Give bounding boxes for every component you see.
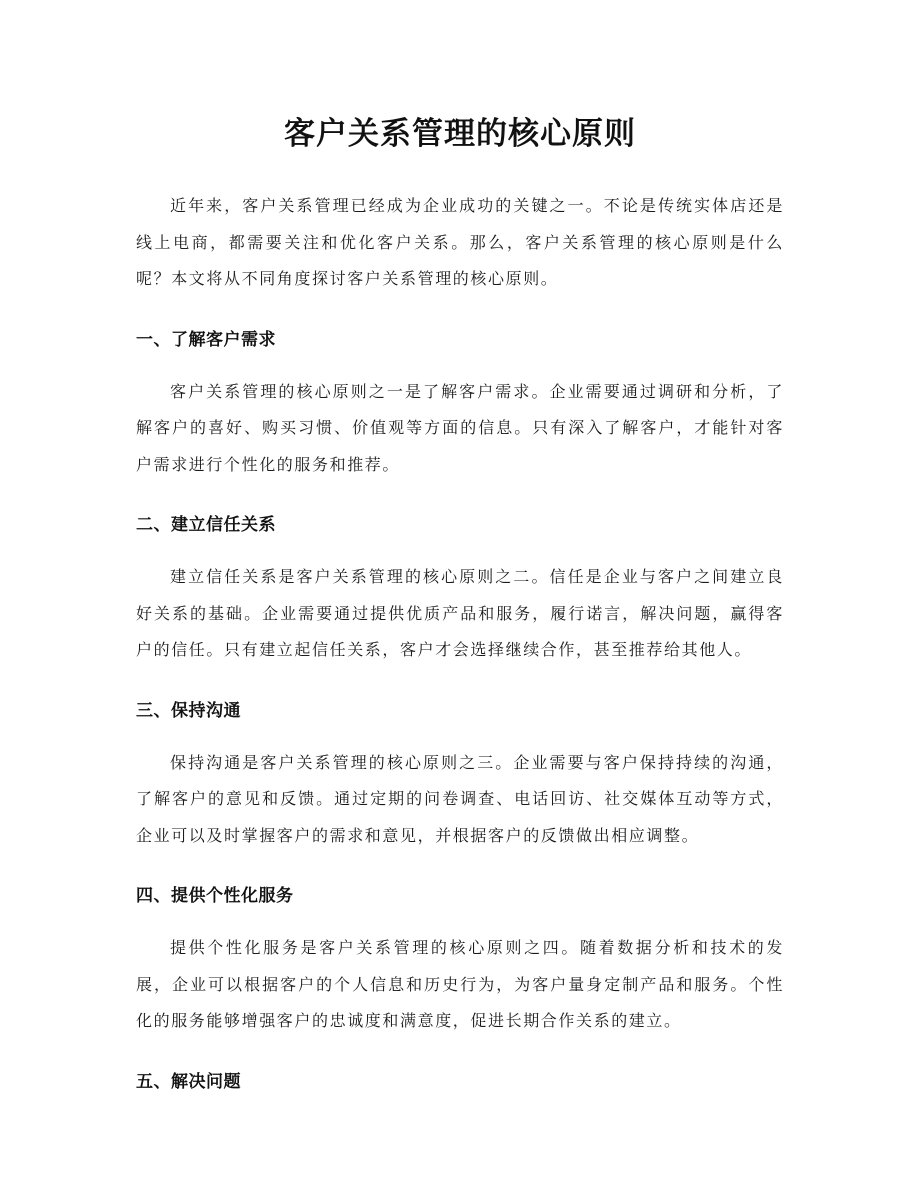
intro-paragraph: 近年来，客户关系管理已经成为企业成功的关键之一。不论是传统实体店还是线上电商，都需要关注和优化客户关系。那么，客户关系管理的核心原则是什么呢？本文将从不同角度探讨客户关系管理的核心原则。 (136, 196, 784, 288)
section-body-4: 提供个性化服务是客户关系管理的核心原则之四。随着数据分析和技术的发展，企业可以根据客户的个人信息和历史行为，为客户量身定制产品和服务。个性化的服务能够增强客户的忠诚度和满意度，促进长期合作关系的建立。 (136, 938, 784, 1030)
section-heading-5: 五、解决问题 (136, 1071, 241, 1092)
section-body-3: 保持沟通是客户关系管理的核心原则之三。企业需要与客户保持持续的沟通，了解客户的意见和反馈。通过定期的问卷调查、电话回访、社交媒体互动等方式，企业可以及时掌握客户的需求和意见，并根据客户的反馈做出相应调整。 (136, 752, 784, 845)
section-heading-1: 一、了解客户需求 (136, 329, 276, 350)
document-title: 客户关系管理的核心原则 (284, 116, 636, 152)
section-body-2: 建立信任关系是客户关系管理的核心原则之二。信任是企业与客户之间建立良好关系的基础。企业需要通过提供优质产品和服务，履行诺言，解决问题，赢得客户的信任。只有建立起信任关系，客户才会选择继续合作，甚至推荐给其他人。 (136, 567, 784, 659)
section-body-1: 客户关系管理的核心原则之一是了解客户需求。企业需要通过调研和分析，了解客户的喜好、购买习惯、价值观等方面的信息。只有深入了解客户，才能针对客户需求进行个性化的服务和推荐。 (136, 381, 784, 474)
section-heading-3: 三、保持沟通 (136, 700, 241, 721)
section-heading-4: 四、提供个性化服务 (136, 886, 294, 906)
section-heading-2: 二、建立信任关系 (136, 515, 276, 535)
